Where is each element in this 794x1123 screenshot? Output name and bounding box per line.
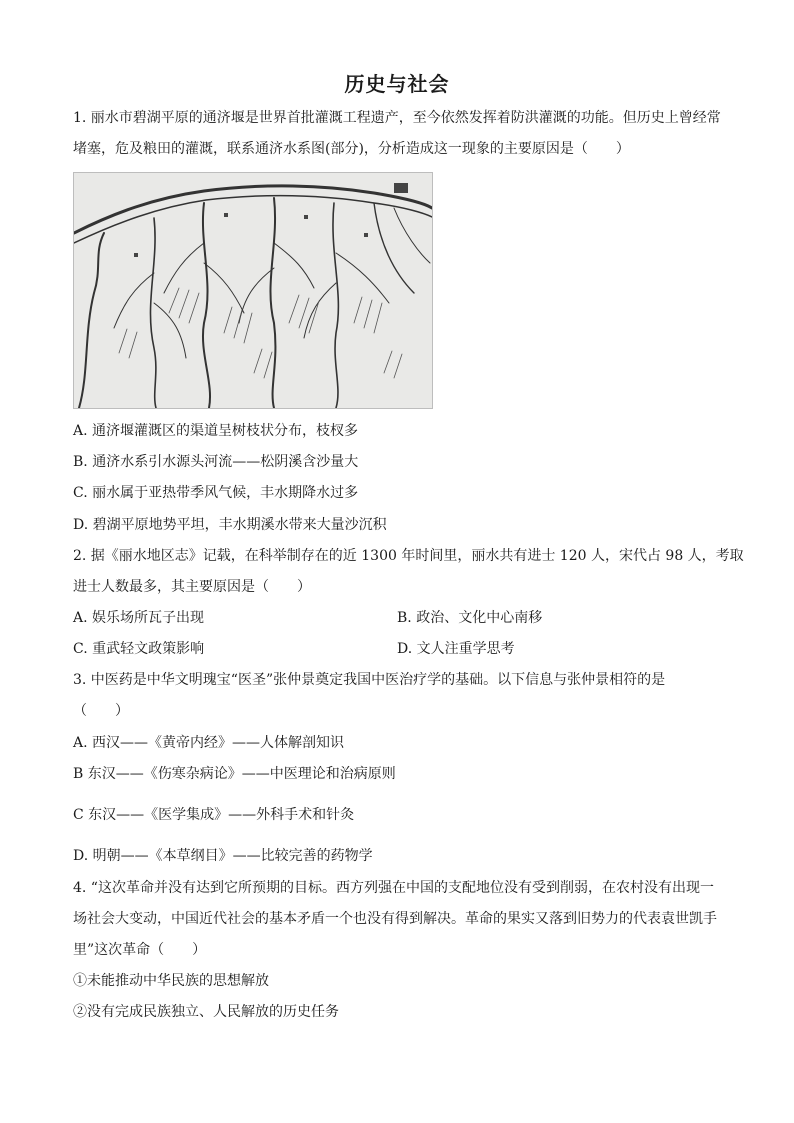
question-4-stem-line-2: 场社会大变动，中国近代社会的基本矛盾一个也没有得到解决。革命的果实又落到旧势力的代表袁世凯手: [73, 911, 717, 927]
question-1-stem-line-1: 1. 丽水市碧湖平原的通济堰是世界首批灌溉工程遗产，至今依然发挥着防洪灌溉的功能。但历史上曾经常: [73, 110, 721, 126]
tongji-water-system-map: [73, 172, 433, 409]
question-1-option-d[interactable]: D. 碧湖平原地势平坦，丰水期溪水带来大量沙沉积: [73, 517, 387, 533]
question-4-statement-1: ①未能推动中华民族的思想解放: [73, 973, 269, 989]
question-2-stem-line-1: 2. 据《丽水地区志》记载，在科举制存在的近 1300 年时间里，丽水共有进士 120 人，宋代占 98 人，考取: [73, 548, 744, 564]
question-2-option-d[interactable]: D. 文人注重学思考: [397, 641, 515, 657]
question-3-option-c[interactable]: C 东汉——《医学集成》——外科手术和针灸: [73, 807, 355, 823]
question-3-option-a[interactable]: A. 西汉——《黄帝内经》——人体解剖知识: [73, 735, 345, 751]
question-2-stem-line-2: 进士人数最多，其主要原因是（ ）: [73, 579, 311, 595]
question-4-statement-2: ②没有完成民族独立、人民解放的历史任务: [73, 1004, 339, 1020]
question-3-stem-line-2: （ ）: [73, 703, 129, 719]
question-1-option-c[interactable]: C. 丽水属于亚热带季风气候，丰水期降水过多: [73, 485, 359, 501]
question-2-option-a[interactable]: A. 娱乐场所瓦子出现: [73, 610, 205, 626]
question-2-option-c[interactable]: C. 重武轻文政策影响: [73, 641, 205, 657]
question-4-stem-line-1: 4. “这次革命并没有达到它所预期的目标。西方列强在中国的支配地位没有受到削弱，在农村没有出现一: [73, 880, 714, 896]
question-3-option-d[interactable]: D. 明朝——《本草纲目》——比较完善的药物学: [73, 848, 373, 864]
question-1-stem-line-2: 堵塞，危及粮田的灌溉，联系通济水系图(部分)，分析造成这一现象的主要原因是（ ）: [73, 141, 630, 157]
question-3-option-b[interactable]: B 东汉——《伤寒杂病论》——中医理论和治病原则: [73, 766, 396, 782]
page-title: 历史与社会: [344, 72, 450, 96]
question-1-option-a[interactable]: A. 通济堰灌溉区的渠道呈树枝状分布，枝杈多: [73, 423, 359, 439]
question-4-stem-line-3: 里”这次革命（ ）: [73, 942, 207, 958]
question-2-option-b[interactable]: B. 政治、文化中心南移: [397, 610, 543, 626]
question-3-stem-line-1: 3. 中医药是中华文明瑰宝“医圣”张仲景奠定我国中医治疗学的基础。以下信息与张仲景相符的是: [73, 672, 666, 688]
question-1-option-b[interactable]: B. 通济水系引水源头河流——松阴溪含沙量大: [73, 454, 359, 470]
